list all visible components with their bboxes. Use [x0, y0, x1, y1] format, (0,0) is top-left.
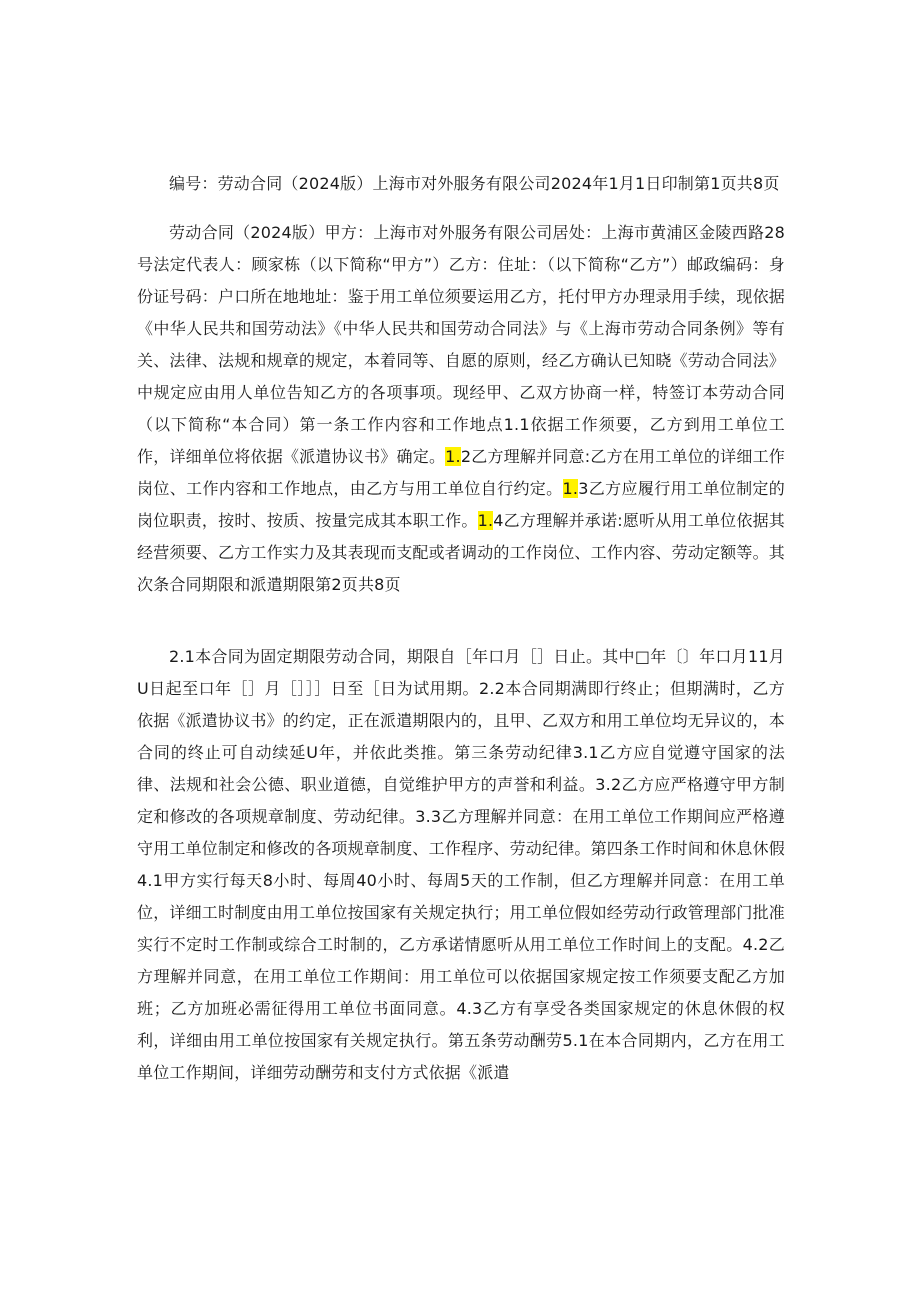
contract-paragraph-1: [137, 217, 785, 601]
paragraph-1-segment-3: 3乙方应履行用工单位制定的岗位职责，按时、按质、按量完成其本职工作。: [137, 479, 786, 530]
highlight-mark-1: 1.: [445, 447, 461, 466]
paragraph-1-segment-1: 劳动合同（2024版）甲方：上海市对外服务有限公司居处：上海市黄浦区金陵西路28号法定代表人：顾家栋（以下简称“甲方”）乙方：住址：（以下简称“乙方”）邮政编码：身份证号码：户口所在地地址：鉴于用工单位须要运用乙方，托付甲方办理录用手续，现依据《中华人民共和国劳动法》《中华人民共和国劳动合同法》与《上海市劳动合同条例》等有关、法律、法规和规章的规定，本着同等、自愿的原则，经乙方确认已知晓《劳动合同法》中规定应由用人单位告知乙方的各项事项。现经甲、乙双方协商一样，特签订本劳动合同（以下简称“本合同）第一条工作内容和工作地点1.1依据工作须要，乙方到用工单位工作，详细单位将依据《派遣协议书》确定。: [137, 223, 786, 466]
highlight-mark-3: 1.: [477, 511, 494, 530]
paragraph-1-segment-4: 4乙方理解并承诺:愿听从用工单位依据其经营须要、乙方工作实力及其表现而支配或者调动的工作岗位、工作内容、劳动定额等。其次条合同期限和派遣期限第2页共8页: [137, 511, 786, 594]
highlight-mark-2: 1.: [562, 479, 579, 498]
document-header: 编号：劳动合同（2024版）上海市对外服务有限公司2024年1月1日印制第1页共8页: [169, 174, 780, 193]
contract-paragraph-2: 2.1本合同为固定期限劳动合同，期限自［年口月［］日止。其中□年〔〕年口月11月U日起至口年［］月［］］］日至［日为试用期。2.2本合同期满即行终止；但期满时，乙方依据《派遣协议书》的约定，正在派遣期限内的，且甲、乙双方和用工单位均无异议的，本合同的终止可自动续延U年，并依此类推。第三条劳动纪律3.1乙方应自觉遵守国家的法律、法规和社会公德、职业道德，自觉维护甲方的声誉和利益。3.2乙方应严格遵守甲方制定和修改的各项规章制度、劳动纪律。3.3乙方理解并同意：在用工单位工作期间应严格遵守用工单位制定和修改的各项规章制度、工作程序、劳动纪律。第四条工作时间和休息休假4.1甲方实行每天8小时、每周40小时、每周5天的工作制，但乙方理解并同意：在用工单位，详细工时制度由用工单位按国家有关规定执行；用工单位假如经劳动行政管理部门批准实行不定时工作制或综合工时制的，乙方承诺情愿听从用工单位工作时间上的支配。4.2乙方理解并同意，在用工单位工作期间：用工单位可以依据国家规定按工作须要支配乙方加班；乙方加班必需征得用工单位书面同意。4.3乙方有享受各类国家规定的休息休假的权利，详细由用工单位按国家有关规定执行。第五条劳动酬劳5.1在本合同期内，乙方在用工单位工作期间，详细劳动酬劳和支付方式依据《派遣: [137, 647, 786, 1082]
paragraph-1-segment-2: 2乙方理解并同意:乙方在用工单位的详细工作岗位、工作内容和工作地点，由乙方与用工单位自行约定。: [137, 447, 785, 498]
